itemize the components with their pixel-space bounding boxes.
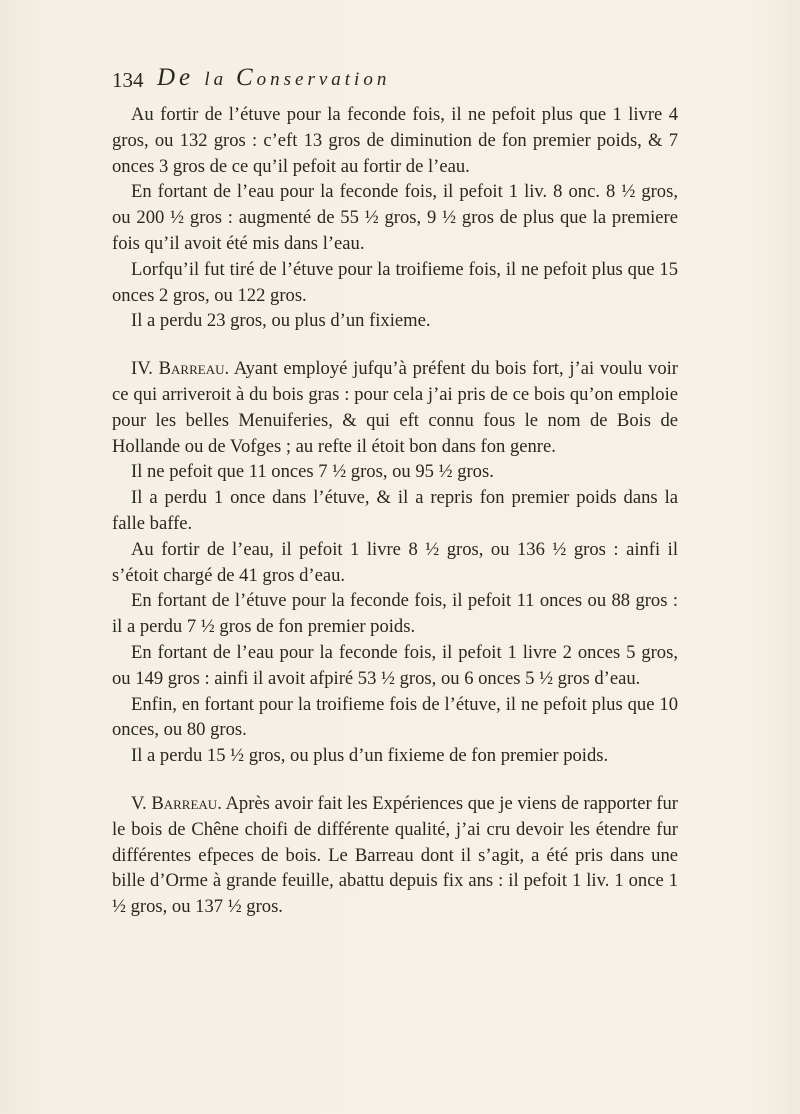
paragraph-12: Il a perdu 15 ½ gros, ou plus d’un fixieme de fon premier poids. <box>131 745 609 767</box>
running-head-la: la <box>204 69 236 90</box>
paragraph-4: Il a perdu 23 gros, ou plus d’un fixieme. <box>131 310 431 332</box>
paragraph-2: En fortant de l’eau pour la feconde fois, il pefoit 1 liv. 8 onc. 8 ½ gros, ou 200 ½ gros : augmenté de 55 ½ gros, 9 ½ gros de plus que la premiere fois qu’il avoit été mis dans l’eau. <box>112 181 678 254</box>
paragraph-11: Enfin, en fortant pour la troifieme fois de l’étuve, il ne pefoit plus que 10 onces, ou 80 gros. <box>112 693 678 741</box>
running-head <box>157 64 390 92</box>
paragraph-6: Il ne pefoit que 11 onces 7 ½ gros, ou 95 ½ gros. <box>131 461 494 483</box>
paragraph-5-body: Ayant employé jufqu’à préfent du bois fort, j’ai voulu voir ce qui arriveroit à du bois gras : pour cela j’ai pris de ce bois qu’on emploie pour les belles Menuiferies, & qui eft connu fous le nom de Bois de Hollande ou de Vofges ; au refte il étoit bon dans fon genre. <box>112 358 678 457</box>
page-header <box>112 64 672 96</box>
paragraph-9: En fortant de l’étuve pour la feconde fois, il pefoit 11 onces ou 88 gros : il a perdu 7 ½ gros de fon premier poids. <box>112 590 678 638</box>
section-lead-iv: IV. Barreau. <box>131 358 230 380</box>
paragraph-13-body: Après avoir fait les Expériences que je viens de rapporter fur le bois de Chêne choifi de différente qualité, j’ai cru devoir les étendre fur différentes efpeces de bois. Le Barreau dont il s’agit, a été pris dans une bille d’Orme à grande feuille, abattu depuis fix ans : il pefoit 1 liv. 1 once 1 ½ gros, ou 137 ½ gros. <box>112 792 678 918</box>
running-head-onservation: onservation <box>256 69 391 90</box>
page-number: 134 <box>112 68 144 92</box>
section-lead-v: V. Barreau. <box>131 792 222 814</box>
paragraph-7: Il a perdu 1 once dans l’étuve, & il a repris fon premier poids dans la falle baffe. <box>112 487 678 534</box>
paragraph-13 <box>112 791 678 920</box>
paragraph-1: Au fortir de l’étuve pour la feconde fois, il ne pefoit plus que 1 livre 4 gros, ou 132 gros : c’eft 13 gros de diminution de fon premier poids, & 7 onces 3 gros de ce qu’il pefoit au fortir de l’eau. <box>112 104 678 177</box>
paragraph-8: Au fortir de l’eau, il pefoit 1 livre 8 ½ gros, ou 136 ½ gros : ainfi il s’étoit chargé de 41 gros d’eau. <box>112 538 678 586</box>
paragraph-5 <box>112 356 678 459</box>
body-text <box>112 102 678 920</box>
running-head-c: C <box>235 64 257 91</box>
paragraph-10: En fortant de l’eau pour la feconde fois, il pefoit 1 livre 2 onces 5 gros, ou 149 gros : ainfi il avoit afpiré 53 ½ gros, ou 6 onces 5 ½ gros d’eau. <box>112 641 678 689</box>
paragraph-3: Lorfqu’il fut tiré de l’étuve pour la troifieme fois, il ne pefoit plus que 15 onces 2 gros, ou 122 gros. <box>112 258 678 306</box>
running-head-de: De <box>157 64 205 91</box>
